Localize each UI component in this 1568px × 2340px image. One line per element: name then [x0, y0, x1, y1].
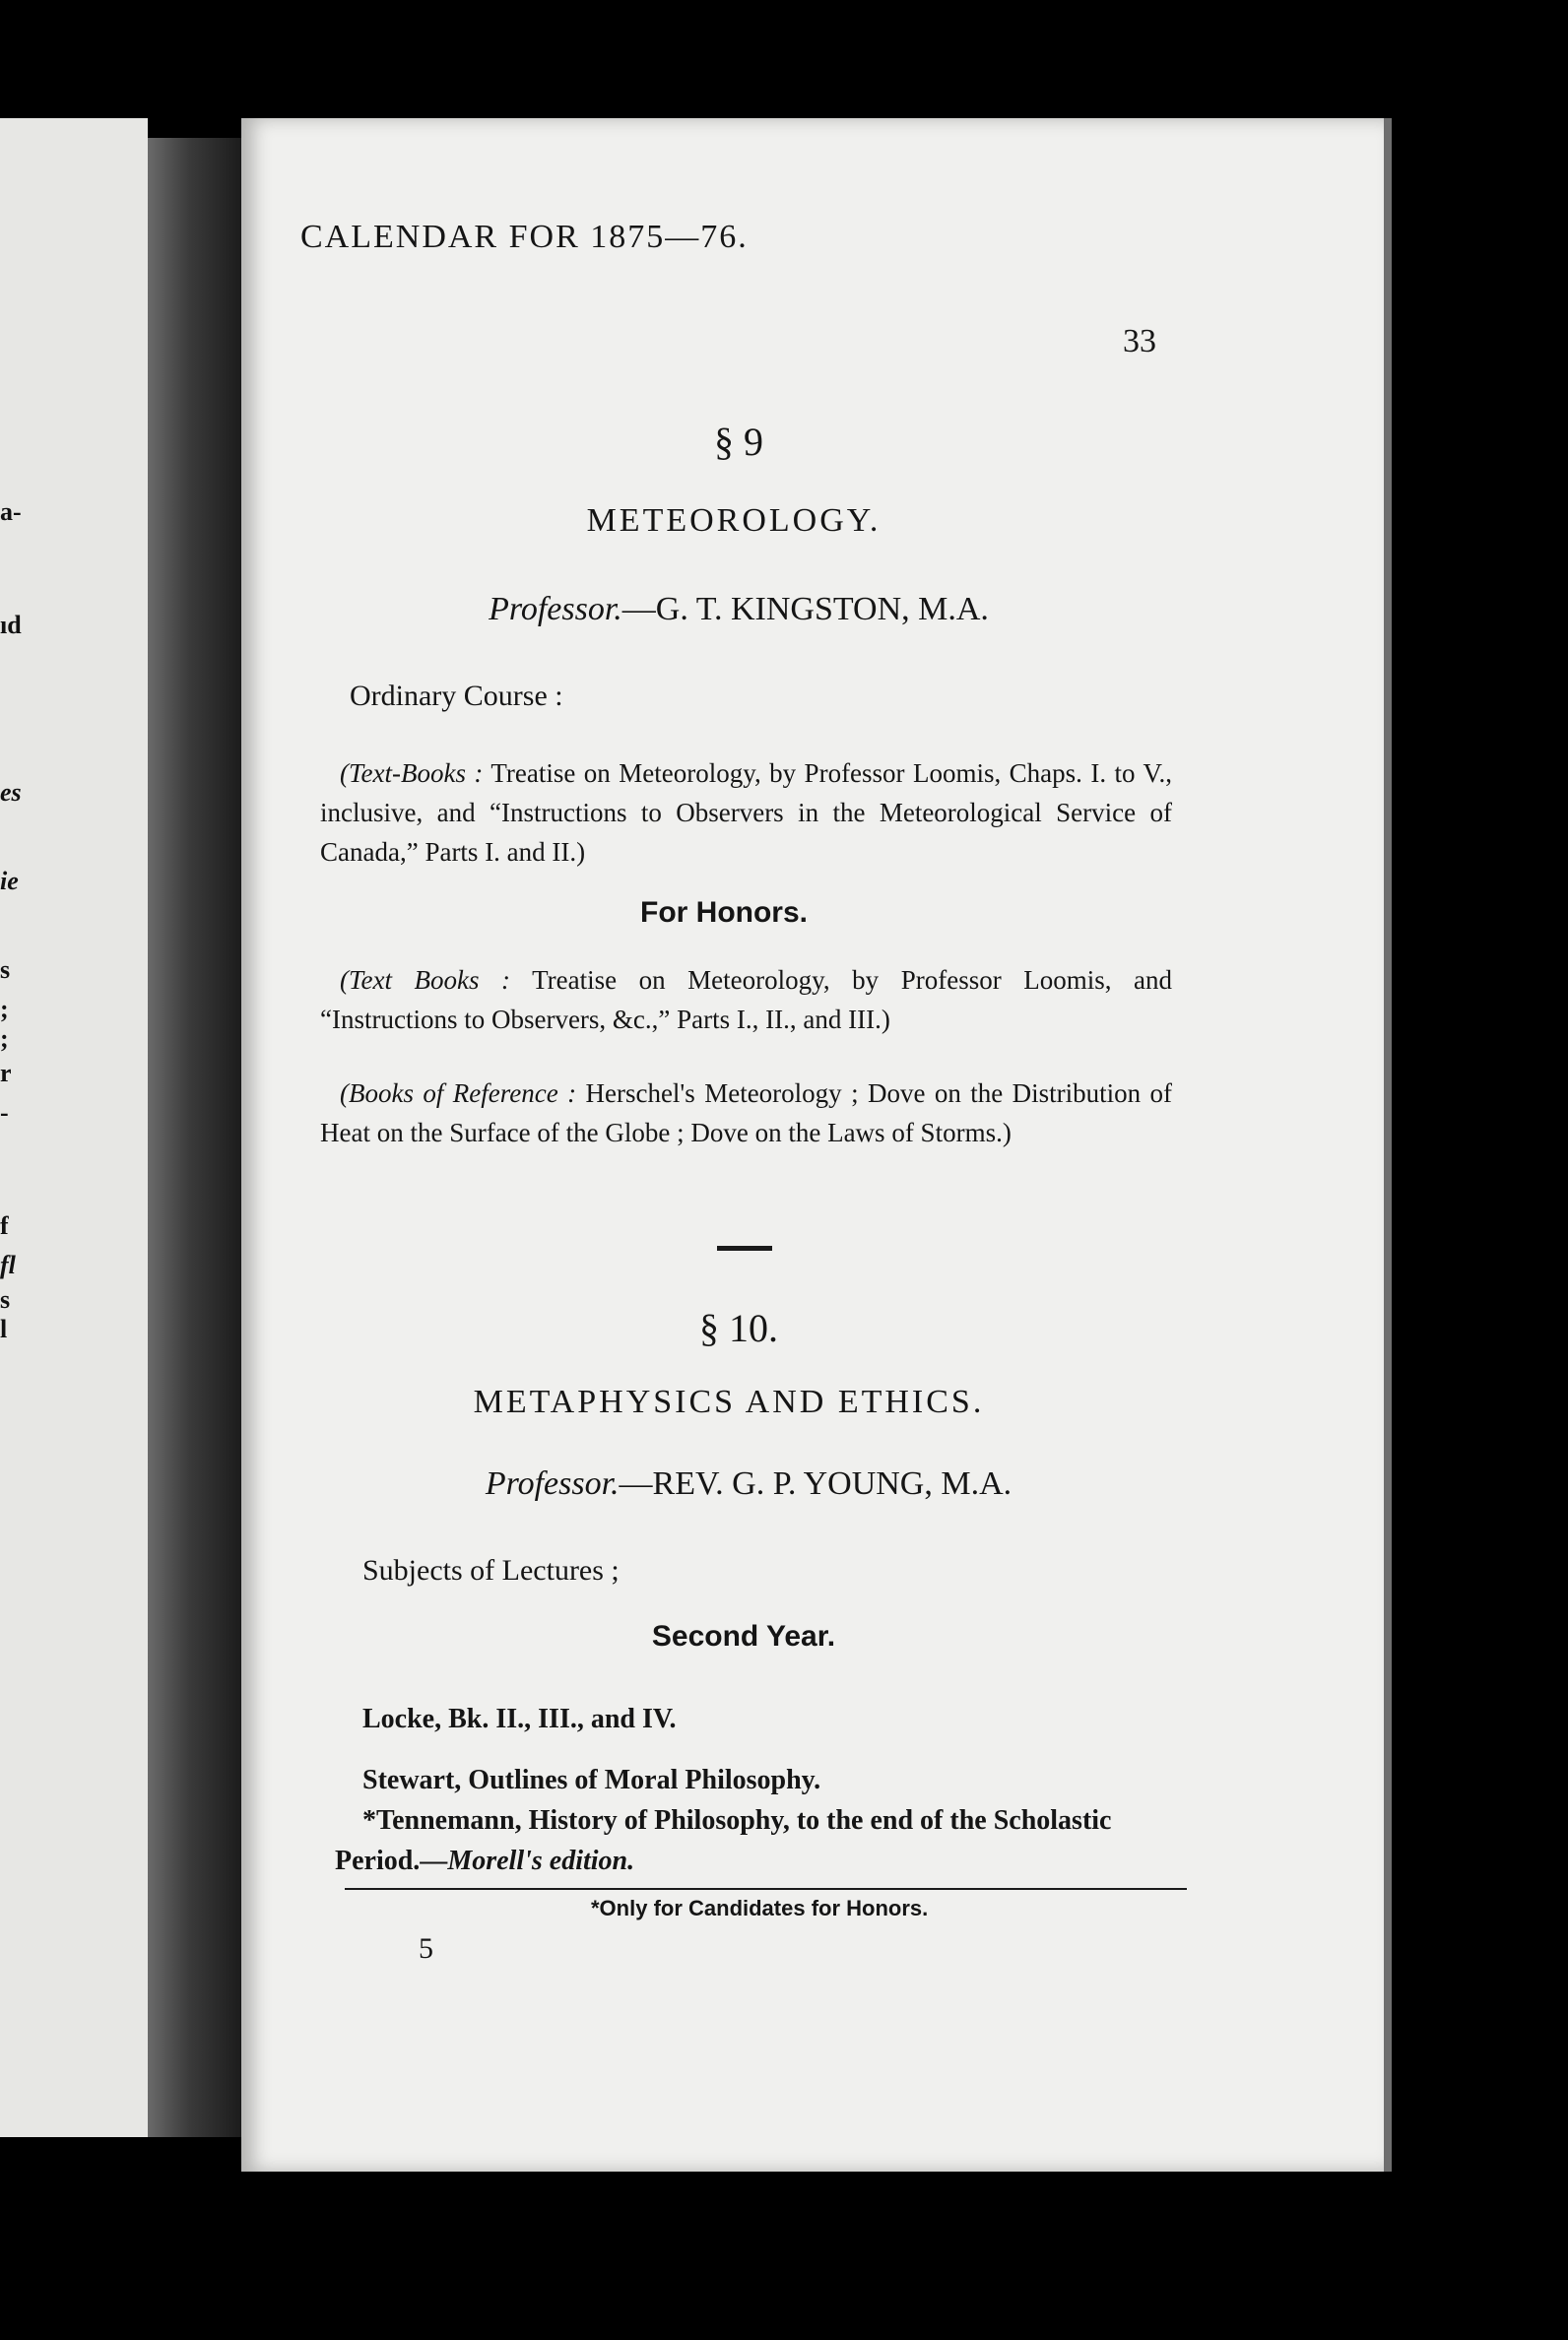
section-heading: METAPHYSICS AND ETHICS.	[473, 1384, 985, 1420]
honors-books-label: (Text Books :	[340, 965, 511, 995]
reference-paragraph	[320, 1073, 1172, 1152]
margin-fragment: ;	[0, 995, 9, 1023]
professor-label: Professor.	[485, 1465, 620, 1502]
professor-name: —G. T. KINGSTON, M.A.	[621, 591, 989, 627]
year-heading: Second Year.	[651, 1620, 836, 1653]
page-number: 33	[1123, 323, 1156, 359]
margin-fragment: -	[0, 1098, 9, 1127]
subjects-label: Subjects of Lectures ;	[362, 1554, 620, 1587]
page-edge	[1384, 118, 1392, 2172]
edition-text: Morell's edition.	[447, 1846, 635, 1876]
margin-fragment: a-	[0, 497, 22, 526]
section-mark: § 9	[714, 420, 763, 464]
margin-fragment: s	[0, 955, 11, 984]
list-item-continuation	[335, 1846, 634, 1877]
margin-fragment: ie	[0, 867, 19, 895]
section-mark: § 10.	[699, 1306, 778, 1350]
footnote-rule	[345, 1888, 1187, 1890]
section-divider	[717, 1246, 772, 1251]
text-books-label: (Text-Books :	[340, 758, 484, 788]
margin-fragment: s	[0, 1285, 11, 1314]
honors-books-paragraph	[320, 960, 1172, 1039]
margin-fragment: r	[0, 1059, 12, 1087]
list-item: Locke, Bk. II., III., and IV.	[362, 1704, 677, 1734]
footnote: *Only for Candidates for Honors.	[591, 1896, 929, 1920]
margin-fragment: es	[0, 778, 22, 807]
list-item: *Tennemann, History of Philosophy, to the end of the Scholastic	[362, 1805, 1112, 1836]
period-text: Period.—	[335, 1846, 448, 1876]
margin-fragment: fl	[0, 1251, 16, 1279]
running-title: CALENDAR FOR 1875—76.	[300, 219, 749, 255]
honors-books-content: Treatise on Meteorology, by Professor Loomis, and “Instructions to Observers, &c.,” Parts I., II., and III.)	[320, 965, 1173, 1034]
left-facing-page	[0, 118, 148, 2137]
professor-label: Professor.	[489, 591, 622, 627]
reference-label: (Books of Reference :	[340, 1078, 577, 1108]
margin-fragment: l	[0, 1315, 8, 1343]
margin-fragment: f	[0, 1211, 9, 1240]
book-gutter-shadow	[148, 138, 241, 2137]
ordinary-course-label: Ordinary Course :	[350, 680, 563, 712]
text-books-content: Treatise on Meteorology, by Professor Loomis, Chaps. I. to V., inclusive, and “Instructions to Observers in the Meteorological Service of Canada,” Parts I. and II.)	[320, 758, 1172, 867]
list-item: Stewart, Outlines of Moral Philosophy.	[362, 1765, 821, 1795]
text-books-paragraph	[320, 753, 1172, 872]
professor-name: —REV. G. P. YOUNG, M.A.	[619, 1465, 1013, 1502]
margin-fragment: ;	[0, 1024, 9, 1053]
signature-mark: 5	[419, 1932, 433, 1965]
margin-fragment: ıd	[0, 611, 22, 639]
professor-line	[424, 591, 1054, 628]
honors-heading: For Honors.	[640, 896, 808, 929]
section-heading: METEOROLOGY.	[586, 502, 882, 539]
reference-content: Herschel's Meteorology ; Dove on the Distribution of Heat on the Surface of the Globe ; Dove on the Laws of Storms.)	[320, 1078, 1173, 1147]
professor-line	[433, 1465, 1064, 1503]
